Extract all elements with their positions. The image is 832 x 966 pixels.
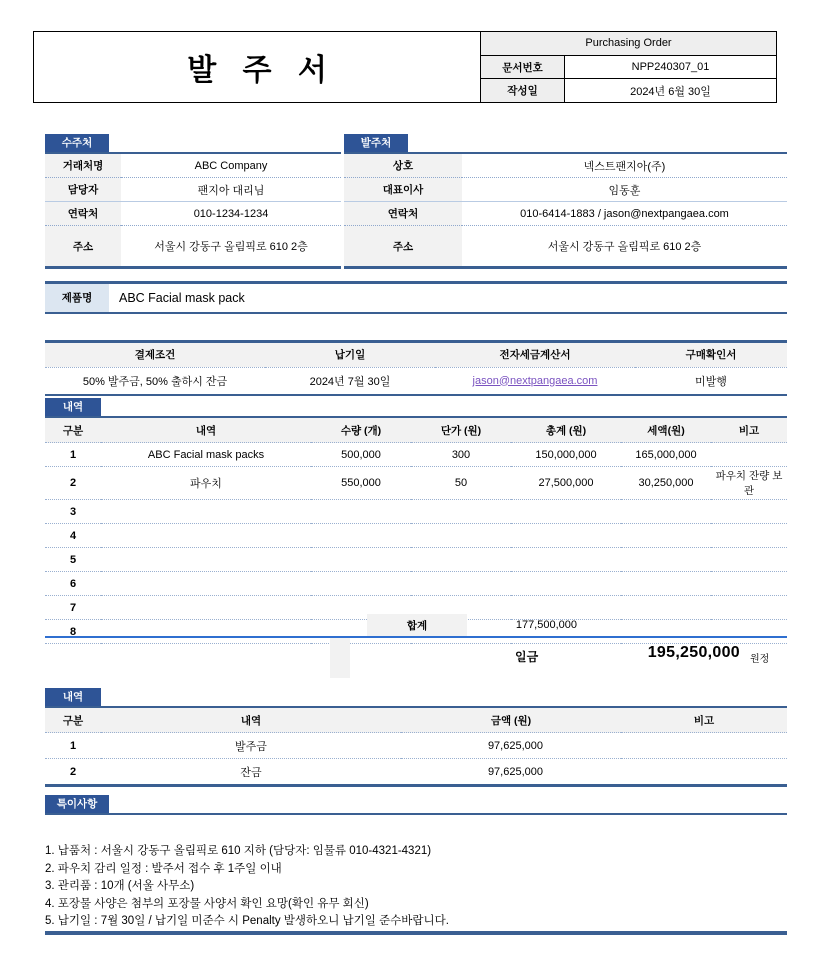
item-desc: ABC Facial mask packs [101, 443, 311, 467]
item-desc [101, 548, 311, 572]
document-number-value: NPP240307_01 [631, 61, 710, 73]
buyer-phone-value: 010-6414-1883 / jason@nextpangaea.com [462, 202, 787, 226]
item-qty [311, 524, 411, 548]
payments-tab-row [45, 688, 787, 706]
document-date-value: 2024년 6월 30일 [630, 85, 711, 98]
payment-note [621, 759, 787, 785]
item-no: 2 [45, 467, 101, 500]
terms-section [45, 340, 787, 396]
payments-header-no: 구분 [45, 708, 101, 733]
item-total: 27,500,000 [511, 467, 621, 500]
table-row [45, 572, 787, 596]
item-total: 150,000,000 [511, 443, 621, 467]
items-tab-row [45, 398, 787, 416]
table-row [45, 443, 787, 467]
terms-confirmation-value: 미발행 [635, 367, 787, 395]
supplier-contact-person-label: 담당자 [45, 178, 121, 202]
item-total [511, 500, 621, 524]
terms-payment-value: 50% 발주금, 50% 출하시 잔금 [45, 367, 265, 395]
item-tax [621, 548, 711, 572]
items-tab-label: 내역 [45, 398, 101, 416]
terms-header-payment: 결제조건 [45, 343, 265, 368]
notes-list [45, 815, 787, 931]
table-row [344, 202, 787, 226]
payment-amount: 97,625,000 [401, 733, 621, 759]
items-section [45, 398, 787, 644]
totals-section [45, 614, 787, 678]
grand-total-stripe [330, 638, 350, 678]
item-note [711, 443, 787, 467]
list-item: 5. 납기일 : 7월 30일 / 납기일 미준수 시 Penalty 발생하오니 납기일 준수바랍니다. [45, 915, 449, 927]
item-tax: 165,000,000 [621, 443, 711, 467]
item-desc [101, 524, 311, 548]
table-row [45, 226, 341, 267]
payments-header-desc: 내역 [101, 708, 401, 733]
terms-table [45, 343, 787, 396]
supplier-phone-label: 연락처 [45, 202, 121, 226]
items-header-note: 비고 [711, 418, 787, 443]
buyer-table [344, 154, 787, 266]
item-unitprice [411, 572, 511, 596]
table-row [45, 178, 341, 202]
item-unitprice: 300 [411, 443, 511, 467]
document-title-cell [34, 32, 481, 102]
items-table [45, 418, 787, 644]
payment-schedule-section [45, 688, 787, 787]
product-name-value: ABC Facial mask pack [119, 290, 245, 305]
notes-tab-label: 특이사항 [45, 795, 109, 813]
list-item: 3. 관리품 : 10개 (서울 사무소) [45, 880, 195, 892]
item-no: 6 [45, 572, 101, 596]
item-desc [101, 572, 311, 596]
table-row [344, 178, 787, 202]
document-footer-rule [45, 931, 787, 935]
item-unitprice [411, 500, 511, 524]
items-header-desc: 내역 [101, 418, 311, 443]
parties-section [45, 134, 787, 269]
list-item: 4. 포장물 사양은 첨부의 포장물 사양서 확인 요망(확인 유무 회신) [45, 897, 369, 910]
supplier-bottom-rule [45, 266, 341, 269]
table-row [344, 226, 787, 267]
items-header-no: 구분 [45, 418, 101, 443]
terms-taxinvoice-cell [435, 367, 635, 395]
item-qty: 500,000 [311, 443, 411, 467]
buyer-ceo-label: 대표이사 [344, 178, 462, 202]
page-title: 발 주 서 [187, 54, 336, 87]
item-unitprice [411, 548, 511, 572]
table-row [45, 467, 787, 500]
payment-no: 2 [69, 765, 77, 778]
items-header-tax: 세액(원) [621, 418, 711, 443]
payment-desc: 발주금 [101, 733, 401, 759]
item-total [511, 572, 621, 596]
grand-total-suffix: 원정 [750, 654, 770, 665]
list-item: 1. 납품처 : 서울시 강동구 올림픽로 610 지하 (담당자: 임물류 010-4321-4321) [45, 845, 432, 857]
document-header-box [33, 31, 777, 103]
terms-header-confirmation: 구매확인서 [635, 343, 787, 368]
supplier-tab-row [45, 134, 341, 152]
terms-value-row [45, 367, 787, 395]
item-desc [101, 500, 311, 524]
document-date-label: 작성일 [481, 79, 565, 102]
item-tax [621, 500, 711, 524]
table-row [45, 548, 787, 572]
item-no: 1 [45, 443, 101, 467]
item-no: 7 [45, 596, 101, 620]
item-no: 8 [45, 620, 101, 644]
document-meta-table [481, 32, 776, 102]
item-no: 4 [45, 524, 101, 548]
item-tax: 30,250,000 [621, 467, 711, 500]
subtotal-row [45, 614, 787, 638]
items-header-qty: 수량 (개) [311, 418, 411, 443]
item-no: 3 [45, 500, 101, 524]
buyer-address-label: 주소 [344, 226, 462, 267]
tax-invoice-email-link[interactable]: jason@nextpangaea.com [472, 374, 598, 387]
purchasing-order-label: Purchasing Order [585, 37, 672, 50]
buyer-company-value: 넥스트팬지아(주) [462, 154, 787, 178]
product-name-section [45, 281, 787, 314]
purchasing-order-row [481, 32, 776, 56]
buyer-address-value: 서울시 강동구 올림픽로 610 2층 [547, 241, 702, 253]
table-row [45, 202, 341, 226]
items-header-unitprice: 단가 (원) [411, 418, 511, 443]
buyer-bottom-rule [344, 266, 787, 269]
subtotal-value: 177,500,000 [515, 619, 577, 631]
item-qty [311, 572, 411, 596]
item-note [711, 572, 787, 596]
payment-desc: 잔금 [240, 766, 262, 779]
supplier-tab-label: 수주처 [45, 134, 109, 152]
item-desc: 파우치 [101, 467, 311, 500]
payments-tab-label: 내역 [45, 688, 101, 706]
supplier-address-label: 주소 [45, 226, 121, 267]
grand-total-value: 195,250,000 [647, 644, 740, 661]
payments-bottom-rule [45, 784, 787, 787]
payments-header-note: 비고 [621, 708, 787, 733]
items-header-total: 총계 (원) [511, 418, 621, 443]
table-row [45, 154, 341, 178]
payment-amount: 97,625,000 [487, 765, 543, 778]
item-qty [311, 548, 411, 572]
product-bottom-rule [45, 312, 787, 315]
supplier-company-value: ABC Company [121, 154, 341, 178]
payments-header-row [45, 708, 787, 733]
table-row [45, 524, 787, 548]
notes-tab-row [45, 795, 787, 813]
document-date-row [481, 79, 776, 102]
payment-no: 1 [45, 733, 101, 759]
grand-total-label: 일금 [515, 650, 539, 664]
list-item: 2. 파우치 감리 일정 : 발주서 접수 후 1주일 이내 [45, 862, 282, 875]
buyer-tab-row [344, 134, 787, 152]
supplier-phone-value: 010-1234-1234 [121, 202, 341, 226]
payment-note [621, 733, 787, 759]
item-total [511, 524, 621, 548]
table-row [45, 500, 787, 524]
buyer-company-label: 상호 [344, 154, 462, 178]
buyer-phone-label: 연락처 [344, 202, 462, 226]
terms-duedate-value: 2024년 7월 30일 [265, 367, 435, 395]
supplier-contact-person-value: 팬지아 대리님 [121, 178, 341, 202]
document-number-label: 문서번호 [481, 56, 565, 79]
item-unitprice: 50 [411, 467, 511, 500]
product-name-row [45, 284, 787, 312]
table-row [45, 733, 787, 759]
grand-total-row [45, 638, 787, 678]
item-note [711, 548, 787, 572]
item-total [511, 548, 621, 572]
supplier-block [45, 134, 341, 269]
item-qty: 550,000 [311, 467, 411, 500]
table-row [45, 759, 787, 785]
item-tax [621, 524, 711, 548]
item-note: 파우치 잔량 보관 [711, 467, 787, 500]
special-notes-section [45, 795, 787, 931]
supplier-table [45, 154, 341, 266]
terms-header-duedate: 납기일 [265, 343, 435, 368]
table-row [344, 154, 787, 178]
item-note [711, 524, 787, 548]
product-name-label: 제품명 [45, 284, 109, 312]
item-note [711, 500, 787, 524]
item-no: 5 [45, 548, 101, 572]
document-number-row [481, 56, 776, 80]
payment-schedule-table [45, 708, 787, 784]
items-header-row [45, 418, 787, 443]
payments-header-amount: 금액 (원) [401, 708, 621, 733]
item-tax [621, 572, 711, 596]
item-qty [311, 500, 411, 524]
subtotal-label: 합계 [367, 614, 467, 636]
buyer-block [344, 134, 787, 269]
buyer-ceo-value: 임동훈 [462, 178, 787, 202]
buyer-tab-label: 발주처 [344, 134, 408, 152]
item-unitprice [411, 524, 511, 548]
supplier-address-value: 서울시 강동구 올림픽로 610 2층 [154, 241, 308, 253]
terms-header-row [45, 343, 787, 368]
terms-header-taxinvoice: 전자세금계산서 [435, 343, 635, 368]
supplier-company-label: 거래처명 [45, 154, 121, 178]
